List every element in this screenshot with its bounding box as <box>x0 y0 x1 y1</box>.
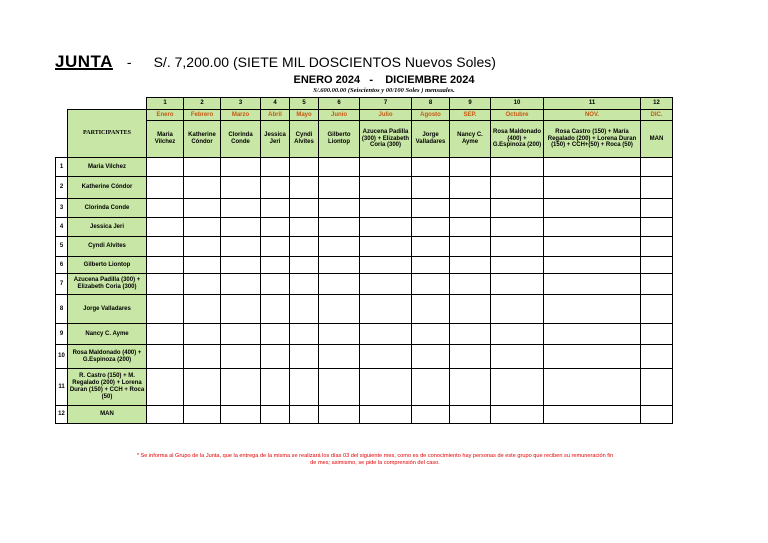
payment-cell <box>221 158 261 177</box>
payment-cell <box>184 237 221 257</box>
participant-name: Rosa Maldonado (400) + G.Espinoza (200) <box>68 345 147 369</box>
payment-cell <box>450 177 491 199</box>
payment-cell <box>147 274 184 295</box>
payment-cell <box>221 345 261 369</box>
payment-cell <box>319 345 360 369</box>
payment-cell <box>412 345 450 369</box>
row-number: 9 <box>56 324 68 345</box>
payment-cell <box>641 199 673 218</box>
payment-cell <box>641 324 673 345</box>
payment-cell <box>261 237 290 257</box>
payment-cell <box>261 274 290 295</box>
column-number: 1 <box>147 98 184 110</box>
column-month: Abril <box>261 110 290 121</box>
payment-cell <box>491 199 544 218</box>
column-month: DIC. <box>641 110 673 121</box>
document-title: JUNTA <box>55 52 113 71</box>
row-number: 11 <box>56 369 68 406</box>
payment-cell <box>184 218 221 237</box>
payment-cell <box>412 199 450 218</box>
payment-cell <box>360 369 412 406</box>
header-row-numbers <box>56 98 673 110</box>
payment-cell <box>319 295 360 324</box>
payment-cell <box>147 158 184 177</box>
table-row <box>56 177 673 199</box>
payment-cell <box>147 237 184 257</box>
payment-cell <box>184 324 221 345</box>
payment-cell <box>290 257 319 274</box>
payment-cell <box>360 199 412 218</box>
payment-cell <box>360 237 412 257</box>
payment-cell <box>491 237 544 257</box>
table-row <box>56 406 673 424</box>
payment-cell <box>290 177 319 199</box>
payment-cell <box>290 406 319 424</box>
table-row <box>56 257 673 274</box>
payment-cell <box>641 369 673 406</box>
column-number: 10 <box>491 98 544 110</box>
column-number: 4 <box>261 98 290 110</box>
column-number: 2 <box>184 98 221 110</box>
column-number: 5 <box>290 98 319 110</box>
column-recipient: Nancy C. Ayme <box>450 121 491 158</box>
payment-cell <box>147 369 184 406</box>
payment-cell <box>290 199 319 218</box>
payment-cell <box>221 324 261 345</box>
payment-cell <box>641 345 673 369</box>
column-recipient: Maria Vilchez <box>147 121 184 158</box>
payment-cell <box>261 345 290 369</box>
column-recipient: Jessica Jeri <box>261 121 290 158</box>
payment-cell <box>544 177 641 199</box>
table-row <box>56 369 673 406</box>
payment-cell <box>491 257 544 274</box>
payment-cell <box>261 257 290 274</box>
payment-cell <box>641 295 673 324</box>
payment-cell <box>319 257 360 274</box>
payment-cell <box>261 218 290 237</box>
payment-cell <box>450 274 491 295</box>
column-recipient: Cyndi Alvites <box>290 121 319 158</box>
payment-cell <box>360 177 412 199</box>
payment-cell <box>412 177 450 199</box>
blank-cell <box>68 98 147 110</box>
payment-cell <box>319 324 360 345</box>
column-month: NOV. <box>544 110 641 121</box>
payment-cell <box>450 324 491 345</box>
payment-cell <box>290 274 319 295</box>
column-month: Marzo <box>221 110 261 121</box>
payment-cell <box>491 218 544 237</box>
payment-cell <box>641 257 673 274</box>
participant-name: Jessica Jeri <box>68 218 147 237</box>
column-number: 11 <box>544 98 641 110</box>
column-month: Agosto <box>412 110 450 121</box>
payment-cell <box>319 199 360 218</box>
payment-cell <box>360 218 412 237</box>
payment-cell <box>450 369 491 406</box>
participant-name: Katherine Cóndor <box>68 177 147 199</box>
column-month: Junio <box>319 110 360 121</box>
payment-cell <box>491 345 544 369</box>
footnote-line-1: * Se informa al Grupo de la Junta, que la entrega de la misma se realizará los días 03 del siguiente mes, como es de conocimiento hay personas de este grupo que reciben su remuneración fin <box>136 453 614 459</box>
payment-cell <box>641 177 673 199</box>
period-separator: - <box>369 74 373 86</box>
blank-cell <box>56 98 68 110</box>
row-number: 6 <box>56 257 68 274</box>
column-month: Julio <box>360 110 412 121</box>
period-end: DICIEMBRE 2024 <box>385 74 475 86</box>
payment-cell <box>221 274 261 295</box>
payment-cell <box>544 257 641 274</box>
payment-cell <box>450 295 491 324</box>
payment-cell <box>184 257 221 274</box>
footnote-line-2: de mes; asimismo, se pide la comprensión del caso. <box>310 459 440 466</box>
payment-cell <box>641 274 673 295</box>
payment-cell <box>360 257 412 274</box>
payment-cell <box>360 274 412 295</box>
payment-cell <box>147 257 184 274</box>
row-number: 7 <box>56 274 68 295</box>
table-row <box>56 199 673 218</box>
payment-cell <box>641 237 673 257</box>
payment-cell <box>450 345 491 369</box>
payment-cell <box>641 406 673 424</box>
payment-cell <box>450 218 491 237</box>
participant-name: Azucena Padilla (300) + Elizabeth Coria (300) <box>68 274 147 295</box>
payment-cell <box>290 324 319 345</box>
payment-cell <box>147 324 184 345</box>
payment-cell <box>641 218 673 237</box>
payment-cell <box>261 199 290 218</box>
payment-cell <box>544 199 641 218</box>
table-row <box>56 218 673 237</box>
participant-name: Maria Vilchez <box>68 158 147 177</box>
column-recipient: Jorge Valladares <box>412 121 450 158</box>
column-month: Febrero <box>184 110 221 121</box>
payment-cell <box>544 369 641 406</box>
payment-cell <box>319 177 360 199</box>
row-number: 10 <box>56 345 68 369</box>
payment-cell <box>450 406 491 424</box>
header-row-months <box>56 110 673 121</box>
payment-cell <box>147 406 184 424</box>
column-number: 8 <box>412 98 450 110</box>
payment-cell <box>544 158 641 177</box>
table-row <box>56 237 673 257</box>
payment-cell <box>221 295 261 324</box>
payment-cell <box>319 237 360 257</box>
total-amount: S/. 7,200.00 (SIETE MIL DOSCIENTOS Nuevos Soles) <box>153 54 496 70</box>
payment-cell <box>319 218 360 237</box>
payment-cell <box>221 237 261 257</box>
participants-header: PARTICIPANTES <box>68 110 147 158</box>
payment-cell <box>261 177 290 199</box>
participant-name: Clorinda Conde <box>68 199 147 218</box>
participant-name: Gilberto Liontop <box>68 257 147 274</box>
payment-cell <box>147 345 184 369</box>
payment-cell <box>544 237 641 257</box>
payment-cell <box>184 369 221 406</box>
payment-cell <box>290 295 319 324</box>
table-row <box>56 324 673 345</box>
payment-cell <box>450 257 491 274</box>
payment-cell <box>290 369 319 406</box>
payment-cell <box>544 295 641 324</box>
payment-cell <box>360 324 412 345</box>
payment-cell <box>184 199 221 218</box>
table-row <box>56 274 673 295</box>
column-month: Mayo <box>290 110 319 121</box>
payment-cell <box>412 324 450 345</box>
payment-cell <box>360 406 412 424</box>
payment-cell <box>184 345 221 369</box>
payment-cell <box>544 345 641 369</box>
payment-cell <box>184 274 221 295</box>
column-number: 9 <box>450 98 491 110</box>
payment-cell <box>261 324 290 345</box>
participant-name: MAN <box>68 406 147 424</box>
column-recipient: Azucena Padilla (300) + Elizabeth Coria (300) <box>360 121 412 158</box>
payment-cell <box>491 274 544 295</box>
payment-cell <box>412 237 450 257</box>
payment-cell <box>544 324 641 345</box>
payment-cell <box>319 406 360 424</box>
payment-cell <box>544 218 641 237</box>
column-number: 6 <box>319 98 360 110</box>
footnote <box>70 453 680 467</box>
column-month: Octubre <box>491 110 544 121</box>
payment-cell <box>184 177 221 199</box>
title-row <box>55 52 496 72</box>
payment-cell <box>184 295 221 324</box>
payment-cell <box>184 158 221 177</box>
column-recipient: Clorinda Conde <box>221 121 261 158</box>
junta-schedule-table <box>55 97 673 424</box>
payment-cell <box>147 199 184 218</box>
payment-cell <box>450 158 491 177</box>
payment-cell <box>261 406 290 424</box>
payment-cell <box>360 295 412 324</box>
blank-cell <box>56 110 68 121</box>
column-recipient: Rosa Castro (150) + María Regalado (200) + Lorena Duran (150) + CCH+(50) + Roca (50) <box>544 121 641 158</box>
payment-cell <box>450 237 491 257</box>
column-recipient: Katherine Cóndor <box>184 121 221 158</box>
payment-cell <box>261 369 290 406</box>
row-number: 8 <box>56 295 68 324</box>
participant-name: R. Castro (150) + M. Regalado (200) + Lorena Duran (150) + CCH + Roca (50) <box>68 369 147 406</box>
payment-cell <box>412 369 450 406</box>
payment-cell <box>221 177 261 199</box>
participant-name: Jorge Valladares <box>68 295 147 324</box>
payment-cell <box>450 199 491 218</box>
payment-cell <box>261 158 290 177</box>
monthly-amount-note: S/.600.00.00 (Seiscientos y 00/100 Soles ) mensuales. <box>313 87 455 94</box>
payment-cell <box>412 295 450 324</box>
payment-cell <box>147 177 184 199</box>
payment-cell <box>290 158 319 177</box>
blank-cell <box>56 121 68 158</box>
payment-cell <box>641 158 673 177</box>
payment-cell <box>319 274 360 295</box>
payment-cell <box>491 324 544 345</box>
row-number: 1 <box>56 158 68 177</box>
column-month: SEP. <box>450 110 491 121</box>
payment-cell <box>221 199 261 218</box>
payment-cell <box>221 218 261 237</box>
payment-cell <box>184 406 221 424</box>
table-row <box>56 158 673 177</box>
column-recipient: MAN <box>641 121 673 158</box>
payment-cell <box>290 237 319 257</box>
participant-name: Cyndi Alvites <box>68 237 147 257</box>
row-number: 12 <box>56 406 68 424</box>
payment-cell <box>147 218 184 237</box>
payment-cell <box>221 406 261 424</box>
payment-cell <box>261 295 290 324</box>
payment-cell <box>412 257 450 274</box>
payment-cell <box>491 295 544 324</box>
column-recipient: Rosa Maldonado (400) + G.Espinoza (200) <box>491 121 544 158</box>
payment-cell <box>491 177 544 199</box>
table-row <box>56 295 673 324</box>
period-range <box>0 74 768 86</box>
payment-cell <box>412 218 450 237</box>
header-row-recipients <box>56 121 673 158</box>
period-start: ENERO 2024 <box>293 74 361 86</box>
payment-cell <box>360 158 412 177</box>
payment-cell <box>544 274 641 295</box>
payment-cell <box>147 295 184 324</box>
column-number: 7 <box>360 98 412 110</box>
title-separator: - <box>126 54 132 70</box>
payment-cell <box>221 369 261 406</box>
row-number: 2 <box>56 177 68 199</box>
payment-cell <box>290 345 319 369</box>
payment-cell <box>319 158 360 177</box>
payment-cell <box>412 406 450 424</box>
payment-cell <box>221 257 261 274</box>
table-row <box>56 345 673 369</box>
column-number: 3 <box>221 98 261 110</box>
payment-cell <box>491 406 544 424</box>
row-number: 4 <box>56 218 68 237</box>
participant-name: Nancy C. Ayme <box>68 324 147 345</box>
payment-cell <box>412 158 450 177</box>
column-number: 12 <box>641 98 673 110</box>
payment-cell <box>360 345 412 369</box>
payment-cell <box>491 369 544 406</box>
column-month: Enero <box>147 110 184 121</box>
payment-cell <box>290 218 319 237</box>
payment-cell <box>412 274 450 295</box>
column-recipient: Gilberto Liontop <box>319 121 360 158</box>
payment-cell <box>491 158 544 177</box>
row-number: 3 <box>56 199 68 218</box>
row-number: 5 <box>56 237 68 257</box>
payment-cell <box>319 369 360 406</box>
payment-cell <box>544 406 641 424</box>
